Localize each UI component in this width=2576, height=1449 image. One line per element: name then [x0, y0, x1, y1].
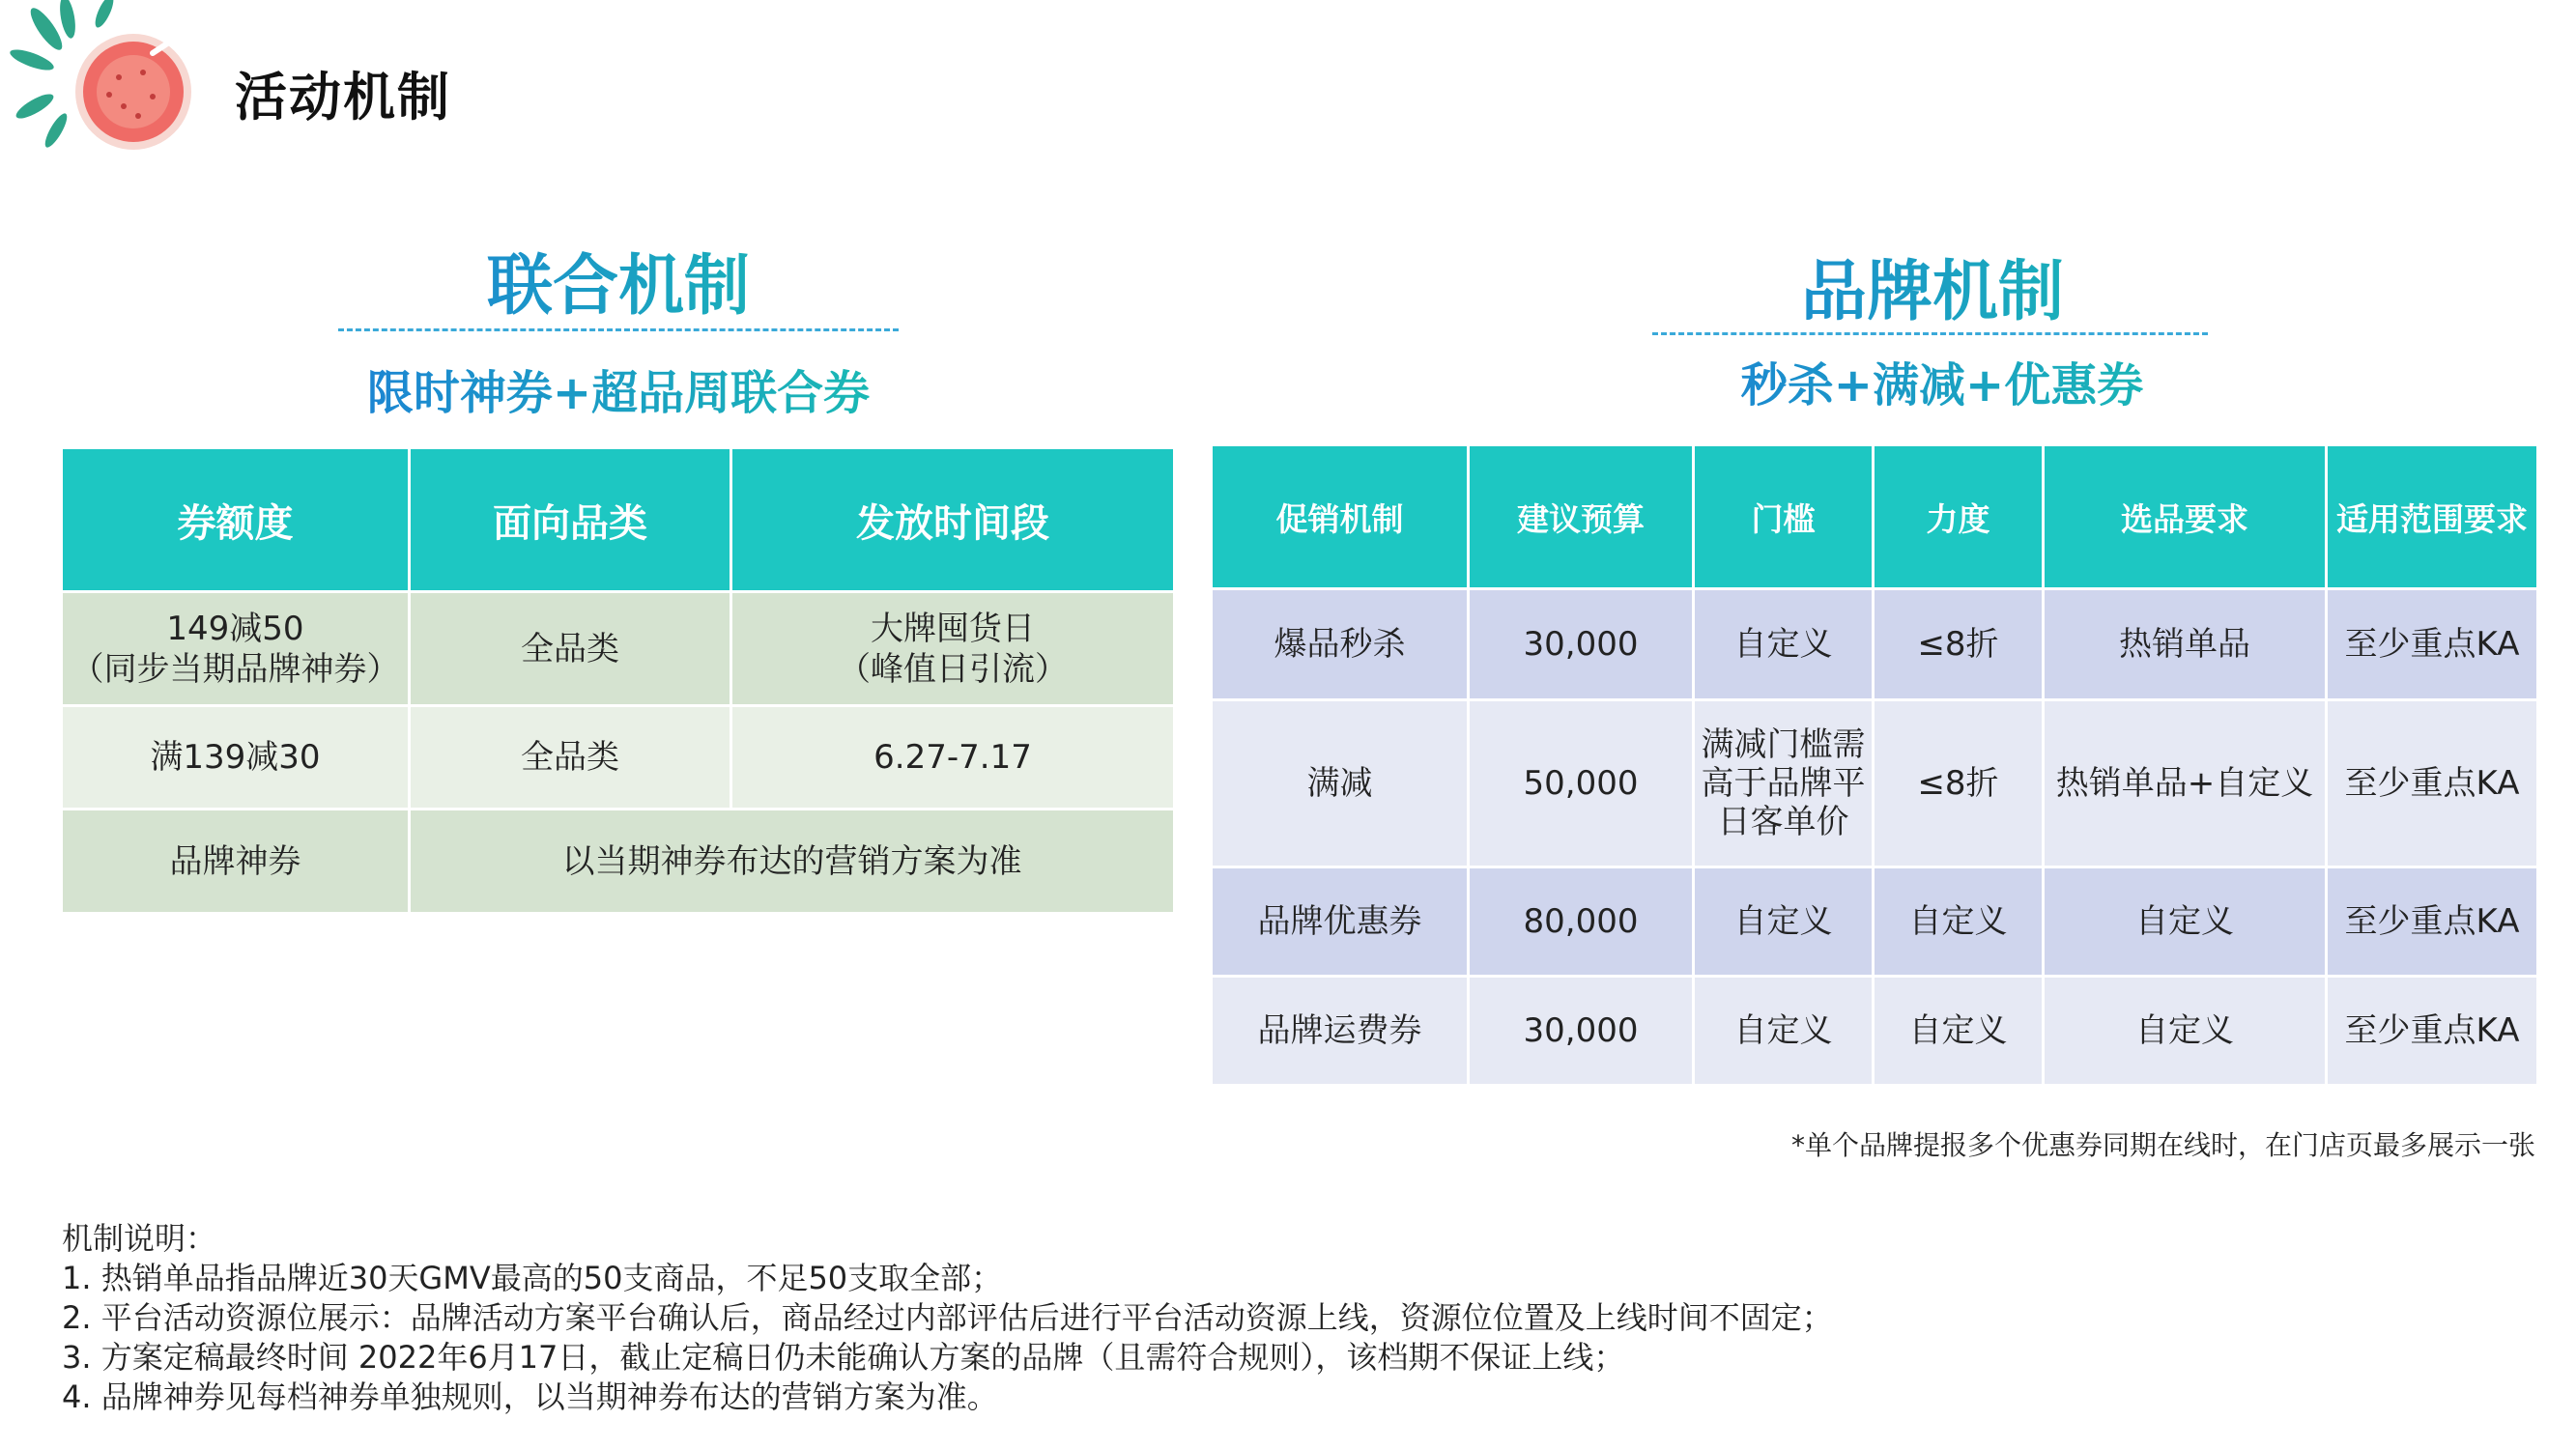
- column-header-period: 发放时间段: [732, 449, 1173, 590]
- selection-cell: 自定义: [2045, 978, 2325, 1084]
- scope-cell: 至少重点KA: [2328, 868, 2536, 975]
- column-header-scope: 适用范围要求: [2328, 446, 2536, 587]
- mechanism-cell: 满减: [1213, 701, 1467, 866]
- column-header-strength: 力度: [1875, 446, 2042, 587]
- period-cell: 大牌囤货日 （峰值日引流）: [732, 593, 1173, 704]
- table-row: [1213, 868, 2536, 975]
- threshold-cell: 自定义: [1695, 590, 1872, 698]
- strength-cell: 自定义: [1875, 868, 2042, 975]
- joint-section-subtitle: 限时神券+超品周联合券: [300, 355, 937, 422]
- table-row: [1213, 590, 2536, 698]
- brand-mechanism-table: [1210, 443, 2539, 1087]
- mechanism-notes: [62, 1219, 1833, 1417]
- mechanism-cell: 爆品秒杀: [1213, 590, 1467, 698]
- note-item: 1. 热销单品指品牌近30天GMV最高的50支商品，不足50支取全部；: [62, 1260, 1003, 1296]
- watermelon-logo-icon: [8, 0, 201, 164]
- column-header-category: 面向品类: [411, 449, 730, 590]
- category-cell: 全品类: [411, 593, 730, 704]
- joint-divider: [338, 328, 899, 331]
- table-row: [63, 810, 1173, 912]
- note-item: 2. 平台活动资源位展示：品牌活动方案平台确认后，商品经过内部评估后进行平台活动资源上线，资源位位置及上线时间不固定；: [62, 1299, 1833, 1336]
- joint-section-title: 联合机制: [338, 234, 899, 327]
- budget-cell: 30,000: [1470, 590, 1692, 698]
- category-cell: 全品类: [411, 707, 730, 808]
- budget-cell: 80,000: [1470, 868, 1692, 975]
- brand-section-title: 品牌机制: [1652, 240, 2213, 333]
- page-title: 活动机制: [235, 67, 451, 128]
- column-header-budget: 建议预算: [1470, 446, 1692, 587]
- amount-cell: 满139减30: [63, 707, 408, 808]
- merged-rule-cell: 以当期神券布达的营销方案为准: [411, 810, 1173, 912]
- brand-footnote: *单个品牌提报多个优惠券同期在线时，在门店页最多展示一张: [1790, 1129, 2535, 1161]
- selection-cell: 热销单品: [2045, 590, 2325, 698]
- joint-mechanism-table: [60, 446, 1176, 915]
- column-header-threshold: 门槛: [1695, 446, 1872, 587]
- mechanism-cell: 品牌运费券: [1213, 978, 1467, 1084]
- brand-divider: [1652, 332, 2208, 335]
- column-header-amount: 券额度: [63, 449, 408, 590]
- scope-cell: 至少重点KA: [2328, 978, 2536, 1084]
- selection-cell: 热销单品+自定义: [2045, 701, 2325, 866]
- selection-cell: 自定义: [2045, 868, 2325, 975]
- scope-cell: 至少重点KA: [2328, 701, 2536, 866]
- note-item: 4. 品牌神券见每档神券单独规则，以当期神券布达的营销方案为准。: [62, 1378, 998, 1415]
- brand-section-subtitle: 秒杀+满减+优惠券: [1633, 348, 2251, 414]
- threshold-cell: 自定义: [1695, 868, 1872, 975]
- column-header-mechanism: 促销机制: [1213, 446, 1467, 587]
- strength-cell: ≤8折: [1875, 590, 2042, 698]
- table-row: [63, 707, 1173, 808]
- budget-cell: 50,000: [1470, 701, 1692, 866]
- threshold-cell: 自定义: [1695, 978, 1872, 1084]
- note-item: 3. 方案定稿最终时间 2022年6月17日，截止定稿日仍未能确认方案的品牌（且需符合规则），该档期不保证上线；: [62, 1339, 1625, 1376]
- table-row: [1213, 701, 2536, 866]
- table-row: [63, 593, 1173, 704]
- scope-cell: 至少重点KA: [2328, 590, 2536, 698]
- threshold-cell: 满减门槛需 高于品牌平 日客单价: [1695, 701, 1872, 866]
- strength-cell: 自定义: [1875, 978, 2042, 1084]
- strength-cell: ≤8折: [1875, 701, 2042, 866]
- table-row: [1213, 978, 2536, 1084]
- mechanism-cell: 品牌优惠券: [1213, 868, 1467, 975]
- period-cell: 6.27-7.17: [732, 707, 1173, 808]
- amount-cell: 149减50 （同步当期品牌神券）: [63, 593, 408, 704]
- amount-cell: 品牌神券: [63, 810, 408, 912]
- budget-cell: 30,000: [1470, 978, 1692, 1084]
- column-header-selection: 选品要求: [2045, 446, 2325, 587]
- notes-heading: 机制说明：: [62, 1220, 217, 1257]
